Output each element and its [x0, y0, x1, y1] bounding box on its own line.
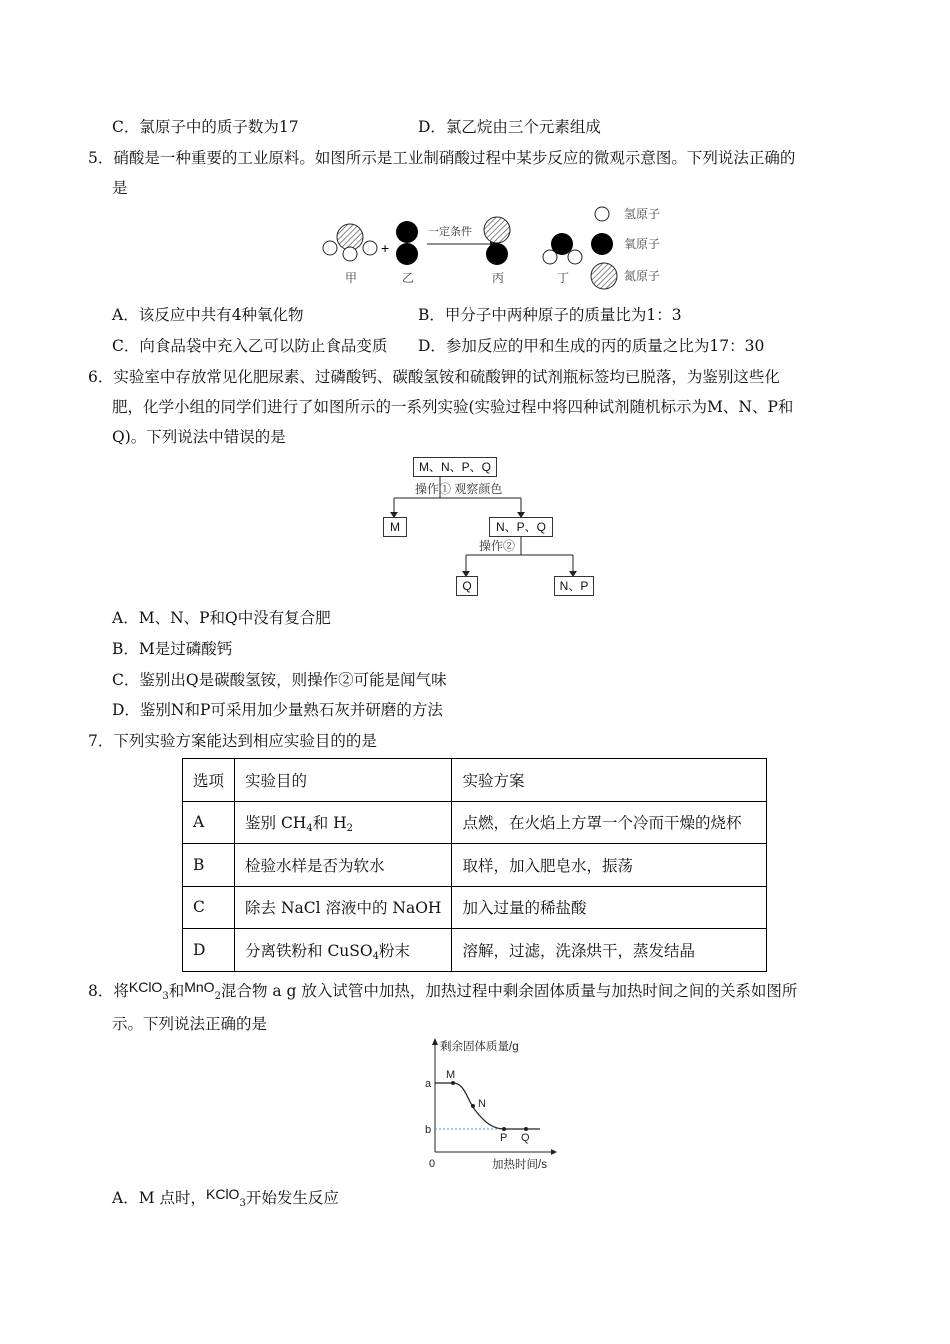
q5-option-b: B．甲分子中两种原子的质量比为1：3 — [418, 306, 682, 324]
y-tick-b: b — [425, 1124, 432, 1136]
label-yi: 乙 — [402, 271, 415, 285]
q6-option-d: D．鉴别N和P可采用加少量熟石灰并研磨的方法 — [112, 701, 443, 719]
header-goal: 实验目的 — [235, 759, 452, 802]
q8-mass-time-chart — [415, 1035, 565, 1175]
legend-o: 氧原子 — [624, 237, 661, 251]
point-q-label: Q — [521, 1132, 530, 1144]
flow-box-q: Q — [456, 576, 478, 596]
point-q — [524, 1127, 528, 1131]
origin-label: 0 — [429, 1158, 436, 1170]
q6-option-b: B．M是过磷酸钙 — [112, 640, 233, 658]
q6-stem-line1: 6．实验室中存放常见化肥尿素、过磷酸钙、碳酸氢铵和硫酸钾的试剂瓶标签均已脱落，为鉴别这些化 — [88, 368, 780, 386]
row-plan: 取样，加入肥皂水，振荡 — [452, 844, 767, 887]
flow-box-m: M — [383, 517, 407, 537]
q8-option-a: A．M 点时，KClO$_3$开始发生反应 — [112, 1186, 339, 1209]
legend-n-icon — [591, 263, 617, 289]
point-m-label: M — [446, 1069, 456, 1081]
label-jia: 甲 — [345, 271, 358, 285]
row-option: D — [183, 929, 235, 972]
label-bing: 丙 — [492, 271, 505, 285]
molecule-ding — [543, 233, 582, 264]
molecule-bing — [484, 217, 510, 265]
mass-curve — [435, 1083, 540, 1129]
table-row — [183, 801, 767, 844]
row-goal: 检验水样是否为软水 — [235, 844, 452, 887]
q4-option-d: D．氯乙烷由三个元素组成 — [418, 118, 601, 136]
label-ding: 丁 — [557, 271, 570, 285]
point-p-label: P — [500, 1132, 508, 1144]
legend-o-icon — [591, 233, 613, 255]
table-header-row — [183, 759, 767, 802]
q5-option-c: C．向食品袋中充入乙可以防止食品变质 — [112, 337, 388, 355]
flow-op2-label: 操作② — [479, 539, 516, 553]
legend-h-icon — [595, 207, 609, 221]
q5-stem-line2: 是 — [112, 179, 128, 197]
plus-sign: + — [381, 240, 390, 256]
row-option: B — [183, 844, 235, 887]
q5-option-a: A．该反应中共有4种氧化物 — [112, 306, 304, 324]
q8-stem-line1: 8．将KClO$_3$和MnO$_2$混合物 a g 放入试管中加热，加热过程中剩余固体质量与加热时间之间的关系如图所 — [88, 979, 798, 1002]
flow-box-npq: N、P、Q — [489, 517, 553, 537]
flow-box-np: N、P — [554, 576, 594, 596]
q6-option-a: A．M、N、P和Q中没有复合肥 — [112, 609, 331, 627]
molecule-jia — [323, 224, 377, 261]
row-goal: 分离铁粉和 CuSO$_4$粉末 — [235, 929, 452, 972]
table-row — [183, 886, 767, 929]
point-n — [471, 1104, 475, 1108]
q6-stem-line2: 肥，化学小组的同学们进行了如图所示的一系列实验(实验过程中将四种试剂随机标示为M、N、P和 — [112, 398, 794, 416]
point-m — [451, 1081, 455, 1085]
header-option: 选项 — [183, 759, 235, 802]
flow-box-mnpq: M、N、P、Q — [413, 457, 497, 477]
table-row — [183, 929, 767, 972]
q7-stem: 7．下列实验方案能达到相应实验目的的是 — [88, 732, 377, 750]
flow-op1-label: 操作① 观察颜色 — [415, 482, 503, 496]
q7-table — [182, 758, 767, 972]
condition-label: 一定条件 — [428, 226, 472, 238]
legend-n: 氮原子 — [624, 269, 661, 283]
row-goal: 除去 NaCl 溶液中的 NaOH — [235, 886, 452, 929]
table-row — [183, 844, 767, 887]
q6-option-c: C．鉴别出Q是碳酸氢铵，则操作②可能是闻气味 — [112, 671, 447, 689]
header-plan: 实验方案 — [452, 759, 767, 802]
q5-reaction-diagram — [315, 200, 675, 295]
q8-stem-line2: 示。下列说法正确的是 — [112, 1015, 268, 1033]
x-axis-label: 加热时间/s — [492, 1159, 547, 1171]
row-plan: 溶解，过滤，洗涤烘干，蒸发结晶 — [452, 929, 767, 972]
y-axis-label: 剩余固体质量/g — [440, 1041, 519, 1053]
point-p — [502, 1127, 506, 1131]
row-option: C — [183, 886, 235, 929]
q5-option-d: D．参加反应的甲和生成的丙的质量之比为17：30 — [418, 337, 765, 355]
row-option: A — [183, 801, 235, 844]
point-n-label: N — [478, 1098, 486, 1110]
q5-stem-line1: 5．硝酸是一种重要的工业原料。如图所示是工业制硝酸过程中某步反应的微观示意图。下列说法正确的 — [88, 149, 796, 167]
molecule-yi — [396, 221, 418, 265]
row-plan: 点燃，在火焰上方罩一个冷而干燥的烧杯 — [452, 801, 767, 844]
row-goal: 鉴别 $CH_4$和 $H_2$ — [235, 801, 452, 844]
q4-option-c: C．氯原子中的质子数为17 — [112, 118, 299, 136]
y-tick-a: a — [425, 1078, 432, 1090]
q6-stem-line3: Q)。下列说法中错误的是 — [112, 428, 286, 446]
row-plan: 加入过量的稀盐酸 — [452, 886, 767, 929]
legend-h: 氢原子 — [624, 207, 661, 221]
